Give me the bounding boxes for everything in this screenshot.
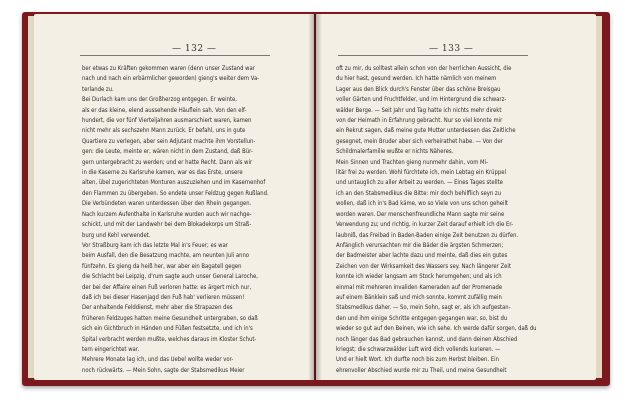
text-line: wollen, daß ich in's Bad käme, wo so Viele von uns schon geheilt: [336, 201, 508, 208]
text-line: wieder so gut auf den Beinen, wie ich sehe. Ich werde dafür sorgen, daß du: [336, 326, 537, 333]
text-line: Lager aus den Blick durch's Fenster über das schöne Breisgau: [336, 86, 501, 93]
text-line: der Badmeister aber lachte dazu und meinte, daß dies ein gutes: [336, 253, 508, 260]
text-line: noch länger das Bad gebrauchen kannst, und dann deinen Abschied: [336, 336, 518, 343]
book-spine: [308, 14, 322, 380]
text-line: als er das kleine, elend aussehende Häuflein sah. Von den elf-: [82, 107, 247, 114]
text-line: litär frei zu werden. Wohl fürchtete ich, mein Lebtag ein Krüppel: [336, 170, 507, 177]
page-number-right: — 133 —: [429, 44, 474, 54]
text-line: kriegst; die schwarzwälder Luft wird dich vollends kurieren. —: [336, 346, 501, 353]
text-line: fünfzehn. Es gieng da heiß her, war aber ein Bagatell gegen: [82, 263, 242, 270]
text-line: Und er hielt Wort. Ich durfte noch bis zum Herbst bleiben. Ein: [336, 357, 499, 364]
text-line: von der Heimath in Erfahrung gebracht. Nur so viel konnte mir: [336, 118, 503, 125]
text-line: Quartiere zu verlegen, aber sein Adjutant machte ihm Vorstellun-: [82, 138, 256, 145]
text-line: ich an den Stabsmedikus die Bitte: mir doch behilflich seyn zu: [336, 190, 502, 197]
right-page-text: [336, 64, 556, 376]
text-line: Stabsmedikus daher. — So, mein Sohn, sagt er, als ich aufgestan-: [336, 305, 511, 312]
text-line: ber etwas zu Kräften gekommen waren (denn unser Zustand war: [82, 66, 255, 72]
text-line: terlande zu.: [82, 86, 114, 93]
text-line: Mein Sinnen und Trachten gieng nunmehr dahin, vom Mi-: [336, 159, 489, 166]
text-line: Nach kurzem Aufenthalte in Karlsruhe wurden auch wir nachge-: [82, 211, 252, 218]
header-rule-left: [80, 55, 270, 56]
text-line: Vor Straßburg kam ich das letzte Mal in's Feuer; es war: [82, 242, 228, 249]
text-line: laubniß, das Freibad in Baden-Baden einige Zeit benutzen zu dürfen.: [336, 232, 519, 239]
text-line: auf einem Bänklein saß und mich sonnte, kommt zufällig mein: [336, 294, 502, 301]
text-line: gesegnet, mein Bruder aber sich verheirathet habe. — Von der: [336, 138, 503, 145]
text-line: burg und Kehl verwendet.: [82, 232, 151, 239]
text-line: gen: die Leute, meinte er, wären nicht in dem Zustand, daß Bür-: [82, 149, 253, 156]
text-line: Bei Durlach kam uns der Großherzog entgegen. Er weinte,: [82, 97, 237, 104]
text-line: nicht mehr als sechszehn Mann zurück. Er befahl, uns in gute: [82, 128, 246, 135]
text-line: hundert, die vor fünf Vierteljahren ausmarschiert waren, kamen: [82, 118, 252, 125]
text-line: ein Rekrut sagen, daß meine gute Mutter unterdessen das Zeitliche: [336, 128, 516, 135]
text-line: oft zu mir, du solltest allein schon von der herrlichen Aussicht, die: [336, 66, 512, 72]
text-line: Verwendung zu; und richtig, in kurzer Zeit darauf erhielt ich die Er-: [336, 222, 514, 229]
text-line: den und ihm einige Schritte entgegen gegangen war, so, bist du: [336, 315, 508, 322]
left-page-text: [82, 64, 302, 376]
text-line: ehrenvoller Abschied wurde mir zu Theil, und meine Gesundheit: [336, 367, 507, 374]
right-page: [316, 14, 596, 380]
text-line: sich ein Gichtbruch in Händen und Füßen festsetzte, und ich in's: [82, 326, 253, 333]
text-line: schickt, und mit der Landwehr bei dem Blokadekorps um Straß-: [82, 222, 252, 229]
text-line: tern eingerichtet war.: [82, 346, 140, 353]
text-line: Spital verbracht werden mußte, welches daraus im Kloster Schut-: [82, 336, 257, 343]
page-number-left: — 132 —: [172, 44, 217, 54]
text-line: der bei der Affaire einen Fuß verloren hatte: es ärgert mich nur,: [82, 284, 252, 291]
text-line: Anfänglich verursachten mir die Bäder die ärgsten Schmerzen;: [336, 242, 504, 249]
text-line: in die Kaserne zu Karlsruhe kamen, war es das Erste, unsere: [82, 170, 243, 177]
text-line: wälder Berge. — Seit Jahr und Tag hatte ich nichts mehr direkt: [336, 107, 502, 114]
text-line: alten, übel zugerichteten Monturen auszuziehen und im Kasernenhof: [82, 180, 266, 187]
header-rule-right: [338, 55, 528, 56]
text-line: noch rückwärts. — Mein Sohn, sagte der Stabsmedikus Meier: [82, 367, 245, 374]
text-line: nach und nach ein erbärmlicher geworden) gieng's weiter dem Va-: [82, 76, 260, 83]
text-line: den Flammen zu übergeben. So endete unser Feldzug gegen Rußland.: [82, 190, 269, 197]
text-line: Der anhaltende Felddienst, mehr aber die Strapazen des: [82, 305, 233, 312]
text-line: worden waren. Der menschenfreundliche Mann sagte mir seine: [336, 211, 505, 218]
text-line: und untauglich zu aller Arbeit zu werden. — Eines Tages stellte: [336, 180, 503, 187]
text-line: früheren Feldzuges hatten meine Gesundheit untergraben, so daß: [82, 315, 258, 322]
text-line: einmal mit mehreren invaliden Kameraden auf der Promenade: [336, 284, 503, 291]
text-line: die Schlacht bei Leipzig, d'rum sagte auch unser General Laroche,: [82, 274, 258, 281]
left-page: [34, 14, 314, 380]
text-line: Zeichen von der Wirksamkeit des Wassers sey. Nach längerer Zeit: [336, 263, 511, 270]
text-line: beim Ausfall, den die Besatzung machte, am neunten Juli anno: [82, 253, 250, 260]
text-line: gern untergebracht zu werden; und er hatte Recht. Dann als wir: [82, 159, 253, 166]
text-line: konnte ich wieder langsam am Stock herumgehen; und als ich: [336, 274, 502, 281]
text-line: Mehrere Monate lag ich, und das Uebel wollte weder vor-: [82, 357, 234, 364]
text-line: daß ich bei dieser Hasenjagd den Fuß hab' verlieren müssen!: [82, 294, 245, 301]
text-line: du hier hast, gesund werden. Ich hatte nämlich von meinem: [336, 76, 497, 83]
text-line: Schildmalerfamilie wußte er nichts Näheres.: [336, 149, 454, 156]
text-line: Die Verbündeten waren unterdessen über den Rhein gegangen.: [82, 201, 252, 208]
text-line: voller Gärten und Fruchtfelder, und im Hintergrund die schwarz-: [336, 97, 507, 104]
